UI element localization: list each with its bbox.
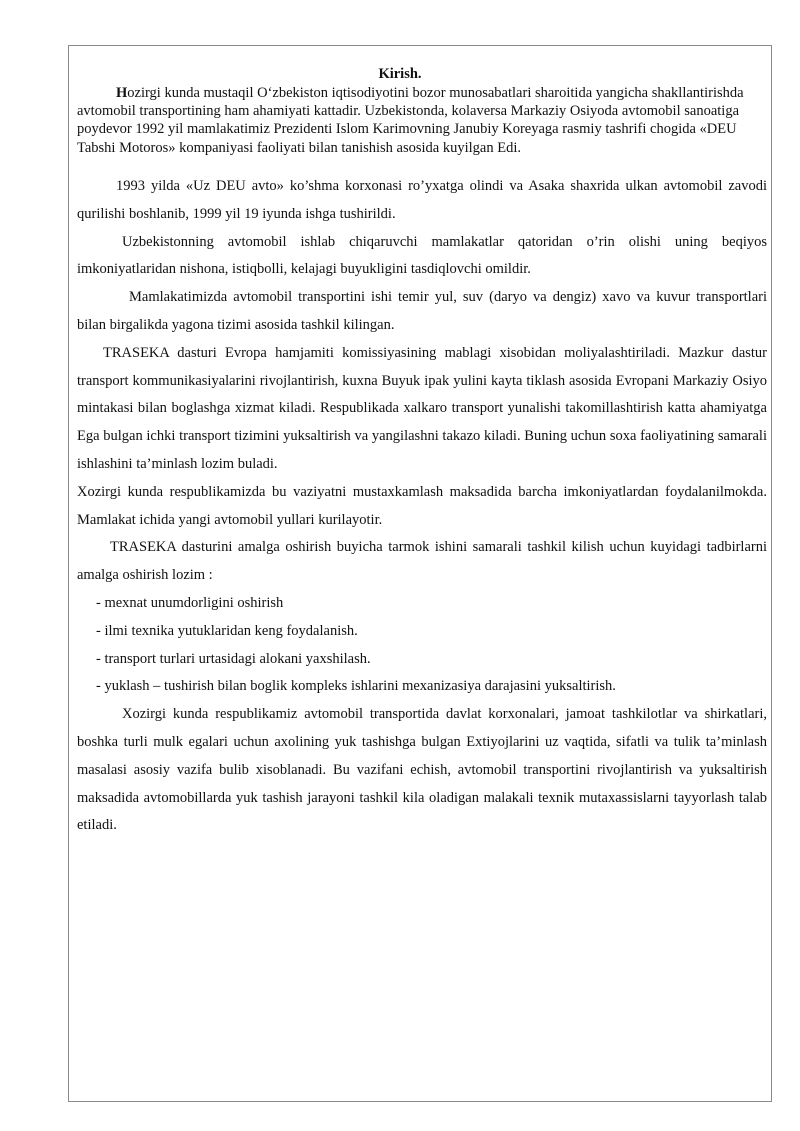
list-item: - transport turlari urtasidagi alokani yaxshilash.	[96, 650, 371, 667]
paragraph: 1993 yilda «Uz DEU avto» ko’shma korxonasi ro’yxatga olindi va Asaka shaxrida ulkan avtomobil zavodi qurilishi boshlanib, 1999 yil 19 iyunda ishga tushirildi.	[77, 178, 767, 222]
list-item: - mexnat unumdorligini oshirish	[96, 594, 284, 611]
list-item: - yuklash – tushirish bilan boglik kompleks ishlarini mexanizasiya darajasini yuksaltirish.	[96, 678, 616, 695]
paragraph: Mamlakatimizda avtomobil transportini ishi temir yul, suv (daryo va dengiz) xavo va kuvur transportlari bilan birgalikda yagona tizimi asosida tashkil kilingan.	[77, 289, 767, 333]
body-text	[77, 173, 767, 840]
closing-paragraph: Xozirgi kunda respublikamiz avtomobil transportida davlat korxonalari, jamoat tashkilotlar va shirkatlari, boshka turli mulk egalari uchun axolining yuk tashishga bulgan Extiyojlarini uz vaqtida, sifatli va tulik ta’minlash masalasi asosiy vazifa bulib xisoblanadi. Bu vazifani echish, avtomobil transportini rivojlantirish va yuksaltirish maksadida avtomobillarda yuk tashish jarayoni tashkil kila oladigan malakali texnik mutaxassislarni tayyorlash talab etiladi.	[77, 706, 767, 834]
intro-text: ozirgi kunda mustaqil O‘zbekiston iqtisodiyotini bozor munosabatlari sharoitida yangicha shakllantirishda avtomobil transportining ham ahamiyati kattadir. Uzbekistonda, kolaversa Markaziy Osiyoda avtomobil sanoatiga poydevor 1992 yil mamlakatimiz Prezidenti Islom Karimovning Janubiy Koreyaga rasmiy tashrifi chogida «DEU Tabshi Motoros» kompaniyasi faoliyati bilan tanishish asosida kuyilgan Edi.	[77, 85, 744, 156]
page-title: Kirish.	[378, 66, 422, 82]
list-item: - ilmi texnika yutuklaridan keng foydalanish.	[96, 622, 358, 639]
intro-paragraph	[77, 84, 767, 157]
paragraph: TRASEKA dasturini amalga oshirish buyicha tarmok ishini samarali tashkil kilish uchun kuyidagi tadbirlarni amalga oshirish lozim :	[77, 539, 767, 584]
paragraph: Xozirgi kunda respublikamizda bu vaziyatni mustaxkamlash maksadida barcha imkoniyatlardan foydalanilmokda. Mamlakat ichida yangi avtomobil yullari kurilayotir.	[77, 483, 767, 528]
paragraph: Uzbekistonning avtomobil ishlab chiqaruvchi mamlakatlar qatoridan o’rin olishi uning beqiyos imkoniyatlaridan nishona, istiqbolli, kelajagi buyukligini tasdiqlovchi omildir.	[77, 233, 767, 278]
intro-drop-letter: H	[116, 85, 128, 101]
paragraph: TRASEKA dasturi Evropa hamjamiti komissiyasining mablagi xisobidan moliyalashtiriladi. Mazkur dastur transport kommunikasiyalarini rivojlantirish, kuxna Buyuk ipak yulini kayta tiklash asosida Evropani Markaziy Osiyo mintakasi bilan boglashga xizmat kiladi. Respublikada xalkaro transport yunalishi takomillashtirish katta ahamiyatga Ega bulgan ichki transport tizimini yuksaltirish va yangilashni takazo kiladi. Buning uchun soxa faoliyatining samarali ishlashini ta’minlash lozim buladi.	[77, 344, 767, 472]
